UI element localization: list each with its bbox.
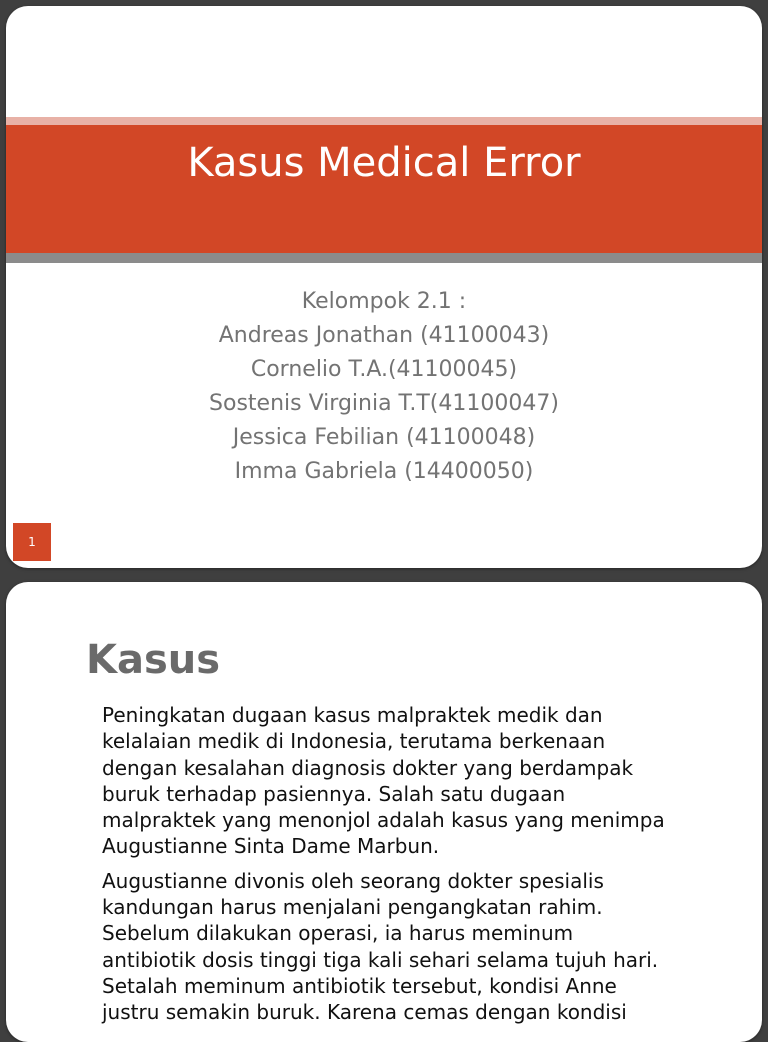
subtitle-member-line: Cornelio T.A.(41100045) bbox=[250, 357, 518, 382]
body-line: kelalaian medik di Indonesia, terutama berkenaan bbox=[102, 729, 606, 754]
slide-2 bbox=[6, 582, 762, 1042]
subtitle-group-line: Kelompok 2.1 : bbox=[301, 289, 467, 314]
slide-heading: Kasus bbox=[86, 637, 221, 683]
body-line: Peningkatan dugaan kasus malpraktek medik dan bbox=[102, 703, 603, 727]
body-line: buruk terhadap pasiennya. Salah satu dugaan bbox=[102, 781, 566, 806]
slide-number-badge: 1 bbox=[13, 523, 51, 561]
subtitle-member-line: Jessica Febilian (41100048) bbox=[232, 425, 536, 450]
body-paragraph bbox=[102, 702, 742, 860]
slide-1 bbox=[6, 6, 762, 568]
body-line: malpraktek yang menonjol adalah kasus yang menimpa bbox=[102, 808, 665, 833]
accent-strip bbox=[6, 117, 762, 125]
body-line: kandungan harus menjalani pengangkatan rahim. bbox=[102, 895, 603, 920]
body-line: Augustianne Sinta Dame Marbun. bbox=[102, 834, 440, 859]
body-paragraph bbox=[102, 868, 742, 1026]
divider-strip bbox=[6, 253, 762, 263]
body-line: justru semakin buruk. Karena cemas dengan kondisi bbox=[102, 1000, 627, 1025]
body-line: Sebelum dilakukan operasi, ia harus meminum bbox=[102, 921, 574, 946]
slide-title: Kasus Medical Error bbox=[187, 140, 581, 186]
subtitle-block bbox=[6, 285, 762, 489]
body-line: dengan kesalahan diagnosis dokter yang berdampak bbox=[102, 755, 634, 780]
subtitle-member-line: Sostenis Virginia T.T(41100047) bbox=[209, 391, 559, 416]
body-line: Augustianne divonis oleh seorang dokter spesialis bbox=[102, 868, 604, 893]
body-line: antibiotik dosis tinggi tiga kali sehari selama tujuh hari. bbox=[102, 947, 659, 972]
body-line: Setalah meminum antibiotik tersebut, kondisi Anne bbox=[102, 973, 617, 998]
subtitle-member-line: Imma Gabriela (14400050) bbox=[234, 459, 534, 484]
slide-body bbox=[102, 702, 742, 1034]
subtitle-member-line: Andreas Jonathan (41100043) bbox=[218, 323, 550, 348]
